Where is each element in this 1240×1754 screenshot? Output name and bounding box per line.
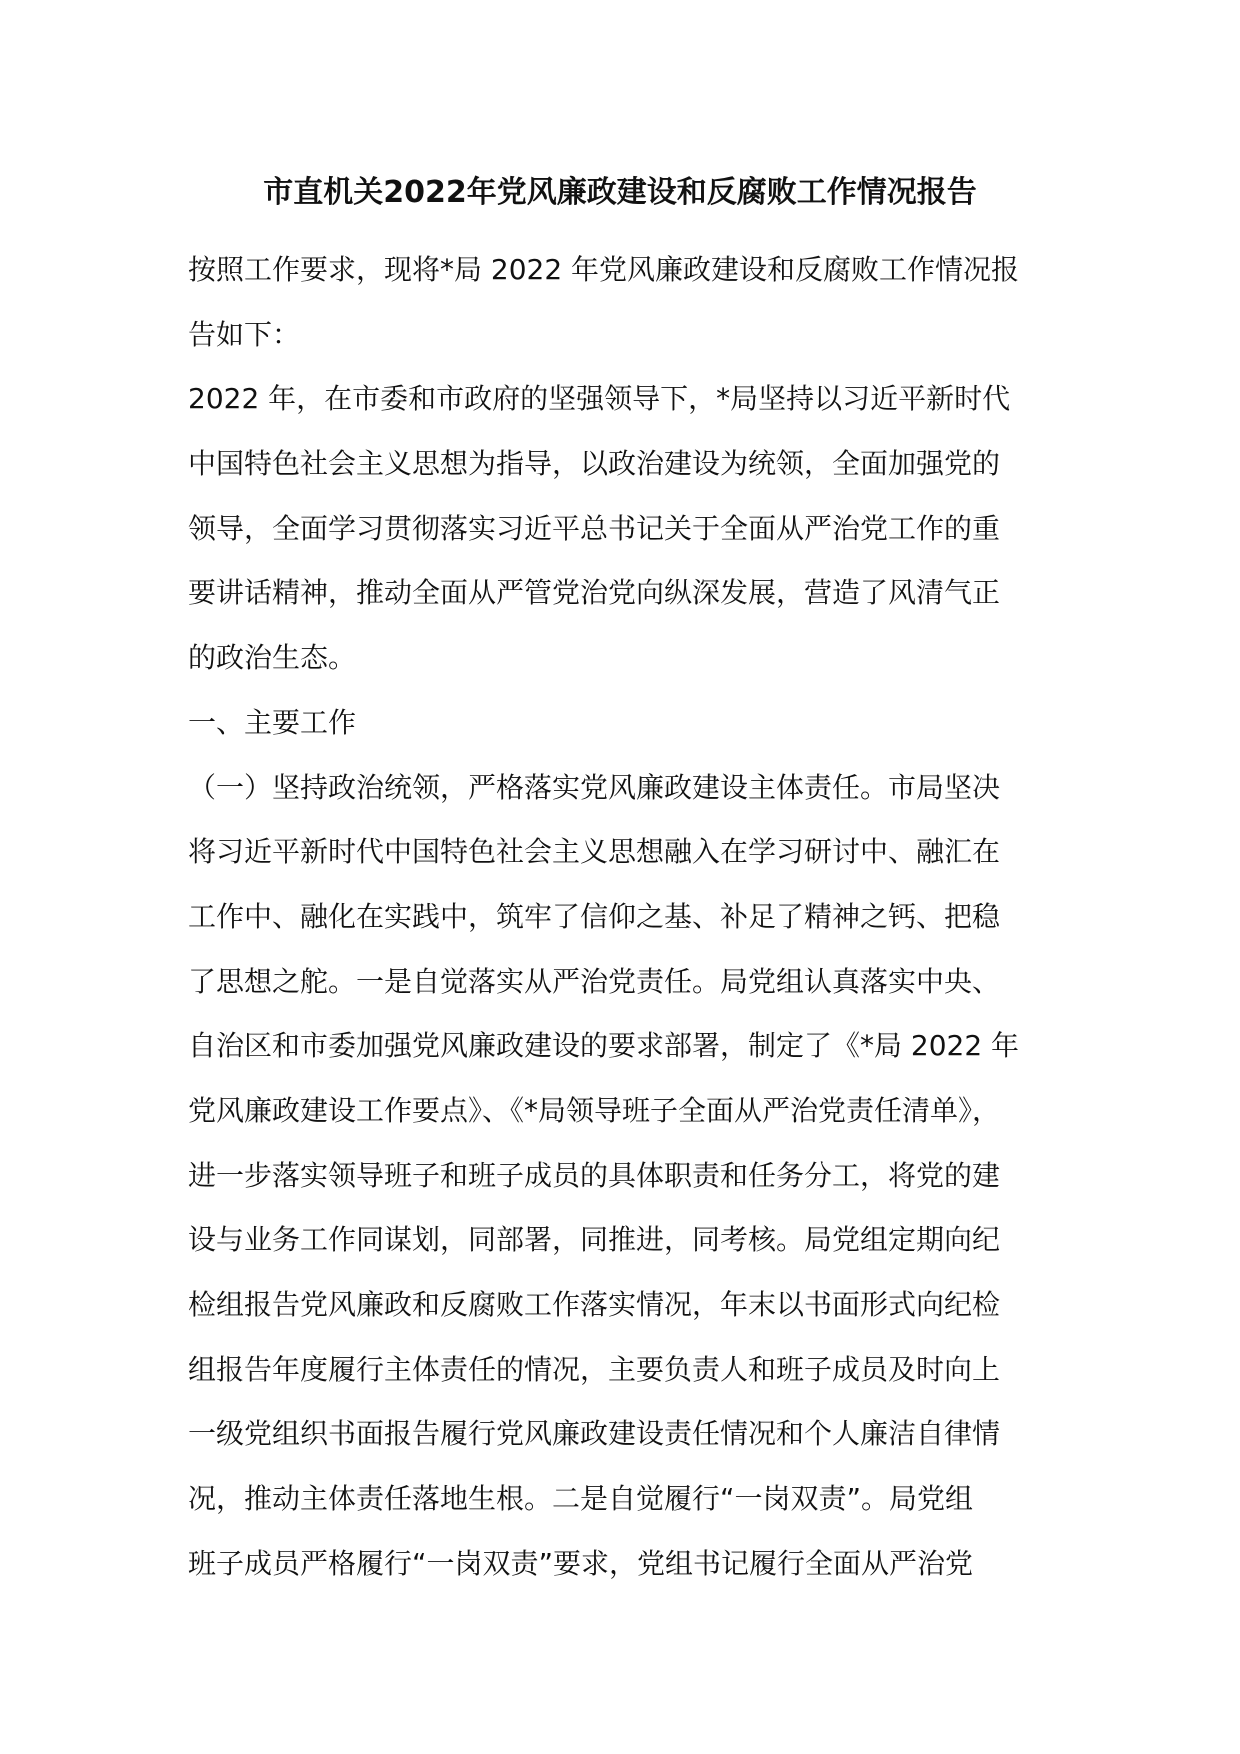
body-line: 告如下： [188, 317, 301, 351]
body-line: 2022 年，在市委和市政府的坚强领导下，*局坚持以习近平新时代 [188, 382, 1011, 416]
body-line: 了思想之舵。一是自觉落实从严治党责任。局党组认真落实中央、 [188, 964, 1001, 998]
document-title: 市直机关2022年党风廉政建设和反腐败工作情况报告 [263, 175, 977, 210]
body-line: 党风廉政建设工作要点》、《*局领导班子全面从严治党责任清单》， [188, 1093, 1001, 1127]
body-line: 的政治生态。 [188, 641, 357, 675]
body-line: 设与业务工作同谋划，同部署，同推进，同考核。局党组定期向纪 [188, 1223, 1001, 1257]
body-line: 检组报告党风廉政和反腐败工作落实情况，年末以书面形式向纪检 [188, 1288, 1001, 1321]
body-line: 中国特色社会主义思想为指导，以政治建设为统领，全面加强党的 [188, 447, 1001, 481]
body-line: 进一步落实领导班子和班子成员的具体职责和任务分工，将党的建 [188, 1158, 1001, 1192]
body-line: （一）坚持政治统领，严格落实党风廉政建设主体责任。市局坚决 [188, 770, 1001, 804]
body-line: 领导，全面学习贯彻落实习近平总书记关于全面从严治党工作的重 [188, 511, 1001, 545]
body-line: 按照工作要求，现将*局 2022 年党风廉政建设和反腐败工作情况报 [188, 253, 1020, 286]
body-line: 自治区和市委加强党风廉政建设的要求部署，制定了《*局 2022 年 [188, 1029, 1020, 1063]
body-line: 组报告年度履行主体责任的情况，主要负责人和班子成员及时向上 [188, 1352, 1001, 1386]
body-line: 工作中、融化在实践中，筑牢了信仰之基、补足了精神之钙、把稳 [188, 899, 1001, 933]
section-heading: 一、主要工作 [188, 705, 357, 739]
body-line: 班子成员严格履行“一岗双责”要求，党组书记履行全面从严治党 [188, 1546, 974, 1580]
body-line: 将习近平新时代中国特色社会主义思想融入在学习研讨中、融汇在 [188, 835, 1001, 869]
body-line: 一级党组织书面报告履行党风廉政建设责任情况和个人廉洁自律情 [188, 1417, 1001, 1451]
document-body [188, 238, 1088, 1596]
body-line: 要讲话精神，推动全面从严管党治党向纵深发展，营造了风清气正 [188, 576, 1001, 610]
body-line: 况，推动主体责任落地生根。二是自觉履行“一岗双责”。局党组 [188, 1482, 974, 1516]
